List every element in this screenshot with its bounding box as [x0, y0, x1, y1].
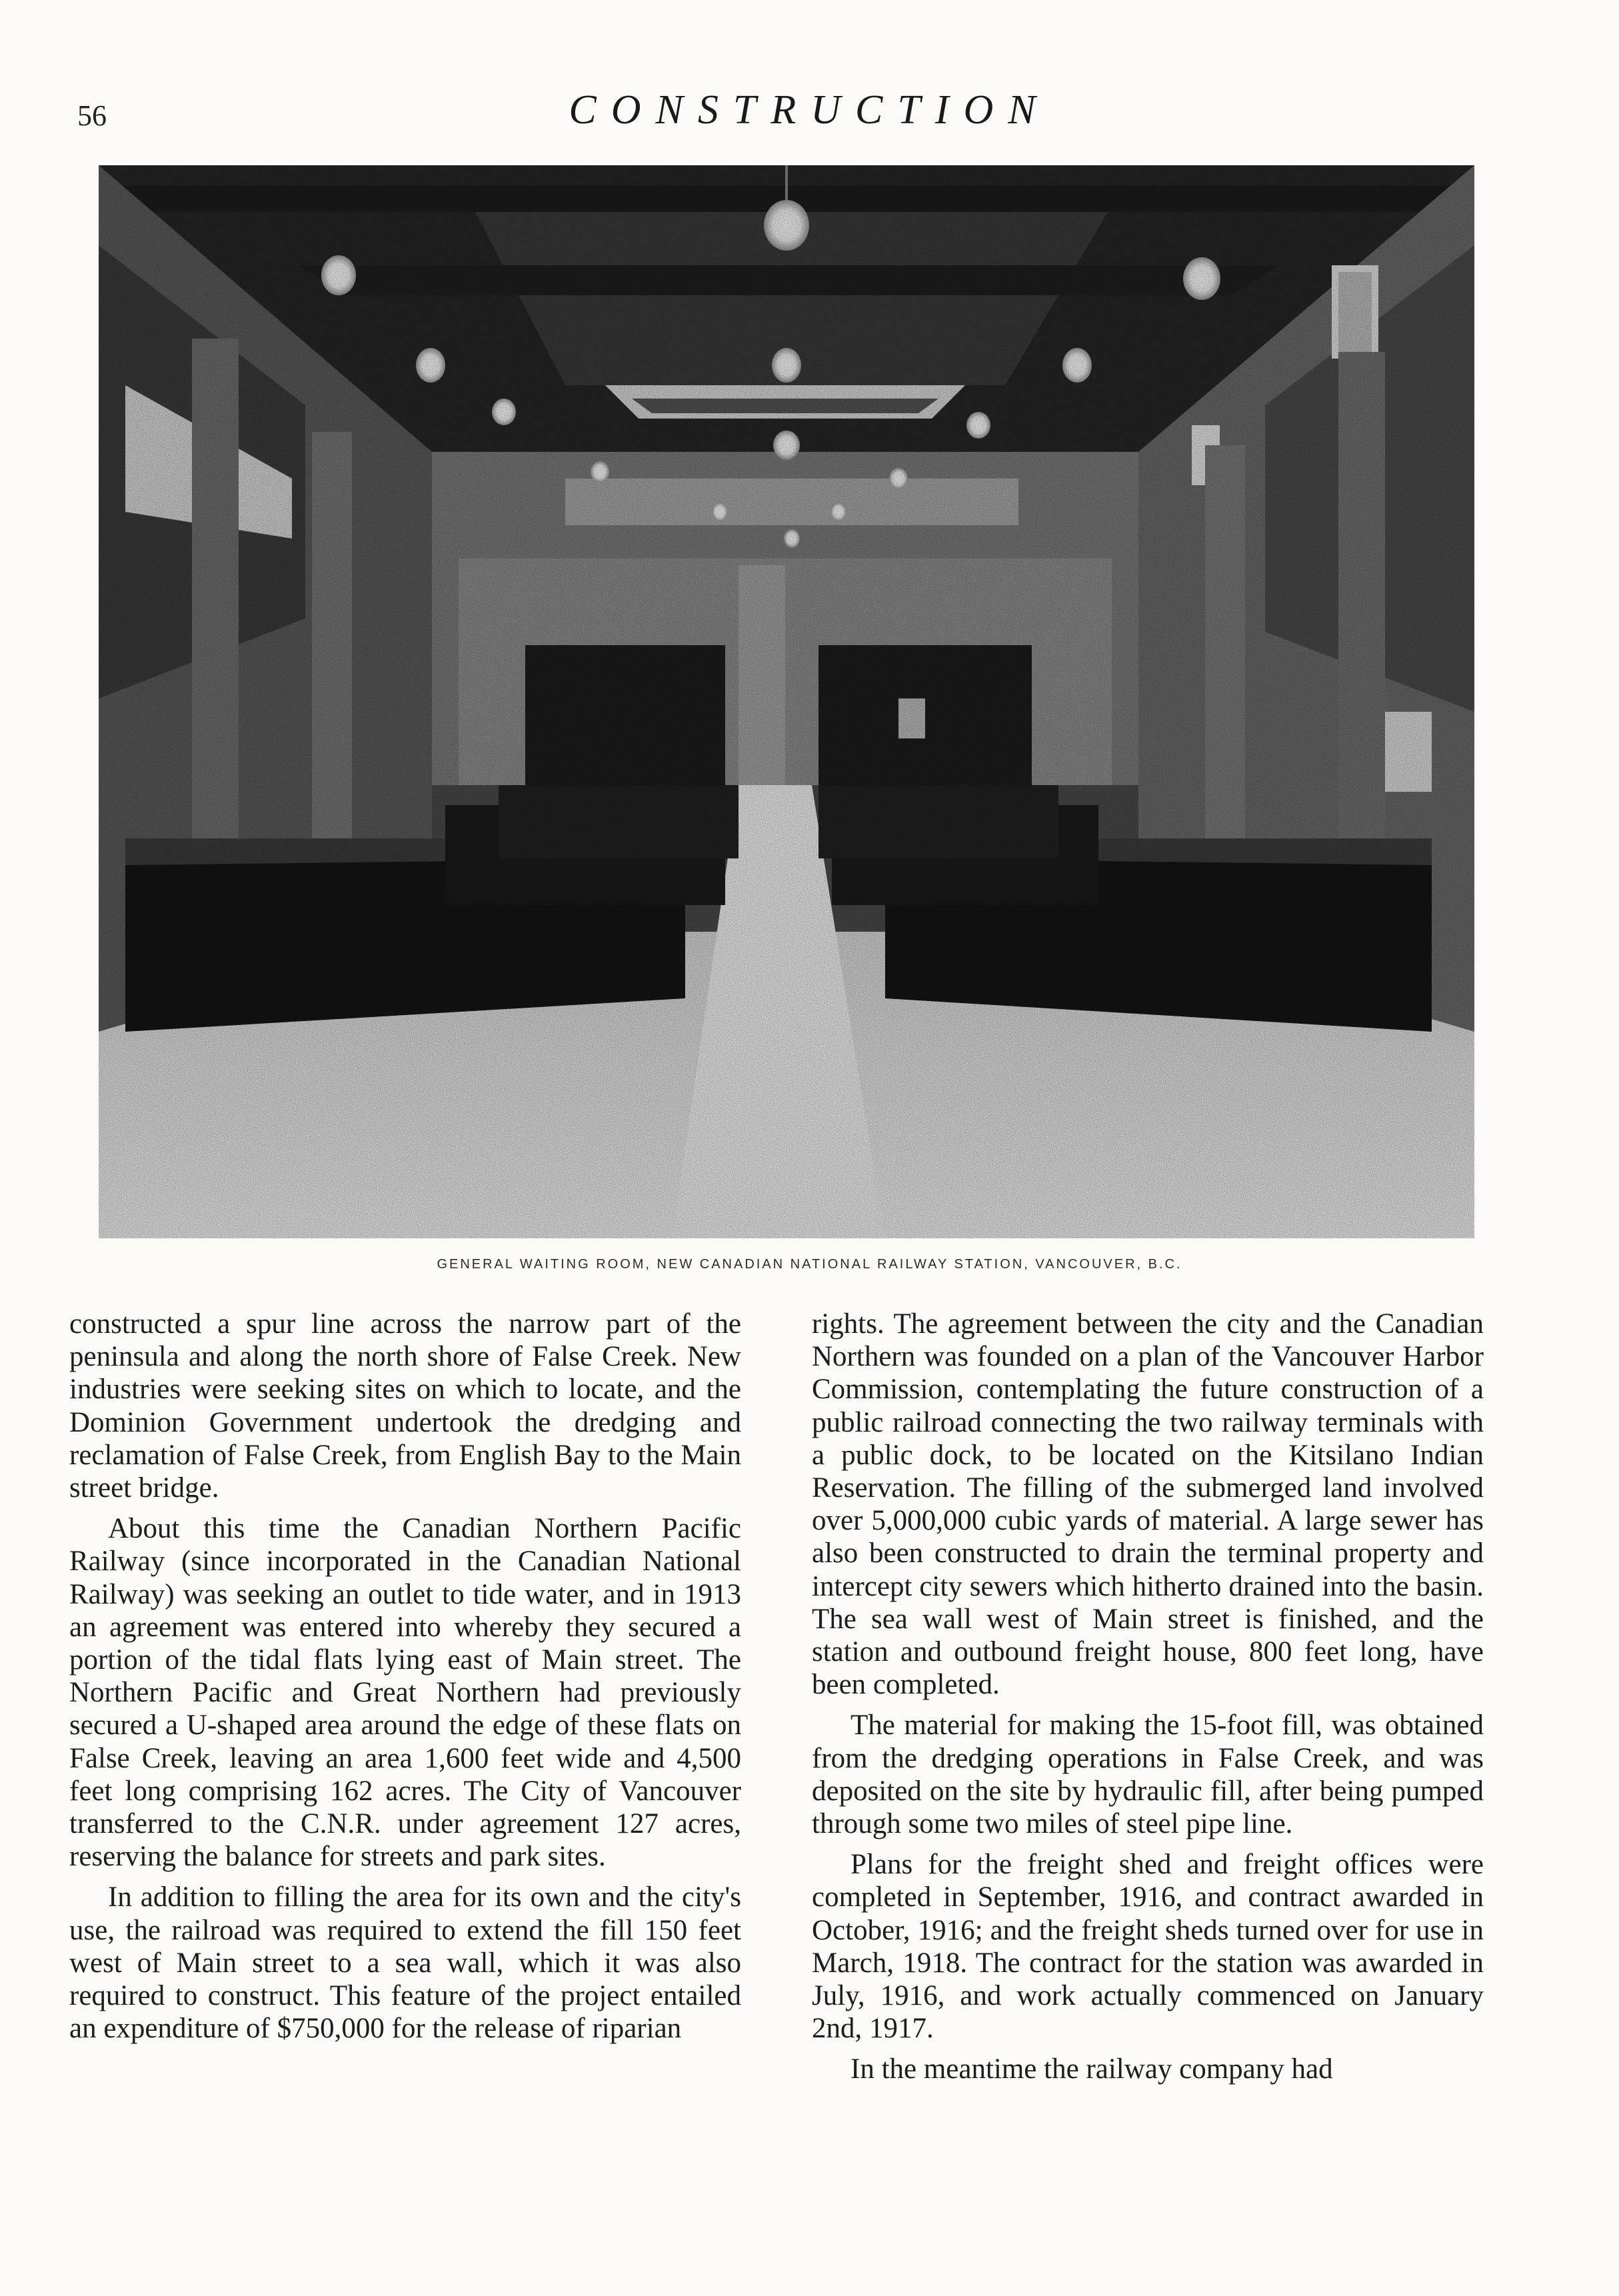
paragraph: About this time the Canadian Northern Pacific Railway (since incorporated in the Canadian National Railway) was seeking an outlet to tide water, and in 1913 an agreement was entered into whereby they secured a portion of the tidal flats lying east of Main street. The Northern Pacific and Great Northern had previously secured a U-shaped area around the edge of these flats on False Creek, leaving an area 1,600 feet wide and 4,500 feet long comprising 162 acres. The City of Vancouver transferred to the C.N.R. under agreement 127 acres, reserving the balance for streets and park sites.: [69, 1513, 741, 1873]
waiting-room-photograph: [99, 165, 1474, 1238]
figure-caption: GENERAL WAITING ROOM, NEW CANADIAN NATIONAL RAILWAY STATION, VANCOUVER, B.C.: [437, 1257, 1182, 1272]
paragraph: constructed a spur line across the narrow part of the peninsula and along the north shore of False Creek. New industries were seeking sites on which to locate, and the Dominion Government undertook the dredging and reclamation of False Creek, from English Bay to the Main street bridge.: [69, 1308, 741, 1504]
paragraph: In addition to filling the area for its own and the city's use, the railroad was required to extend the fill 150 feet west of Main street to a sea wall, which it was also required to construct. This feature of the project entailed an expenditure of $750,000 for the release of riparian: [69, 1881, 741, 2045]
paragraph: rights. The agreement between the city and the Canadian Northern was founded on a plan of the Vancouver Harbor Commission, contemplating the future construction of a public railroad connecting the two railway terminals with a public dock, to be located on the Kitsilano Indian Reservation. The filling of the submerged land involved over 5,000,000 cubic yards of material. A large sewer has also been constructed to drain the terminal property and intercept city sewers which hitherto drained into the basin. The sea wall west of Main street is finished, and the station and outbound freight house, 800 feet long, have been completed.: [812, 1308, 1484, 1701]
page-number: 56: [77, 99, 107, 132]
paragraph: Plans for the freight shed and freight offices were completed in September, 1916, and contract awarded in October, 1916; and the freight sheds turned over for use in March, 1918. The contract for the station was awarded in July, 1916, and work actually commenced on January 2nd, 1917.: [812, 1849, 1484, 2045]
right-column: [812, 1308, 1484, 2094]
running-head: CONSTRUCTION: [569, 87, 1050, 133]
left-column: [69, 1308, 741, 2053]
paragraph: The material for making the 15-foot fill, was obtained from the dredging operations in False Creek, and was deposited on the site by hydraulic fill, after being pumped through some two miles of steel pipe line.: [812, 1710, 1484, 1840]
paragraph: In the meantime the railway company had: [850, 2053, 1333, 2085]
